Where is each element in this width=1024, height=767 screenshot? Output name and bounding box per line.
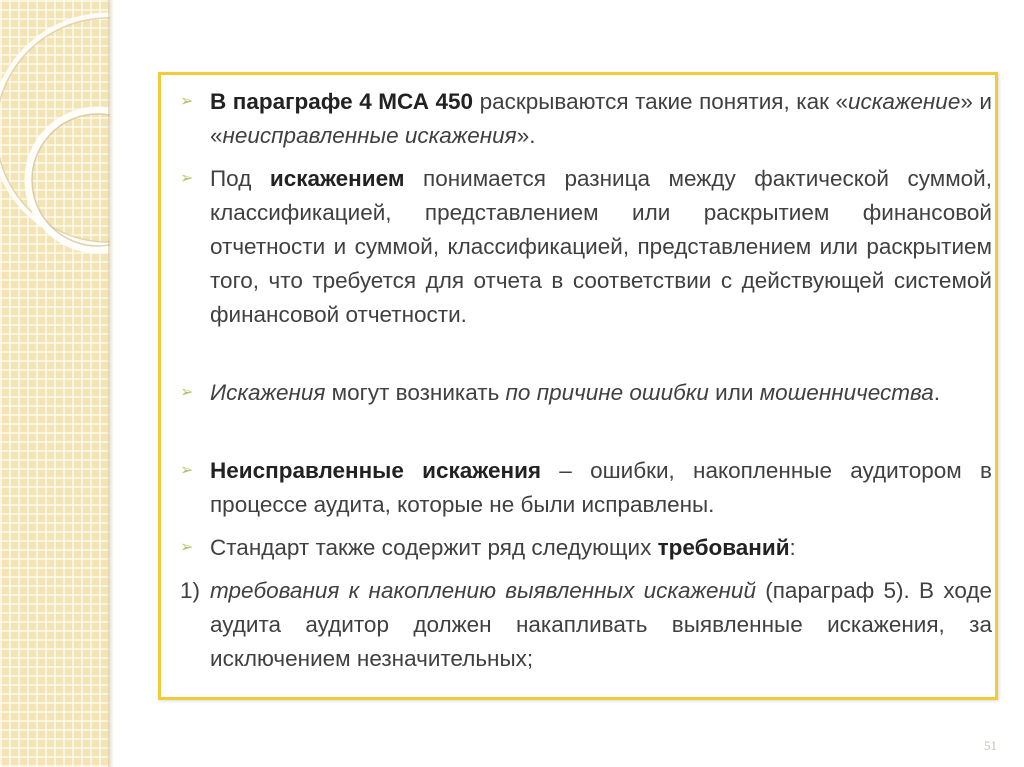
body-text: » и « (210, 89, 992, 148)
italic-term: требования к накоплению выявленных искажений (210, 578, 756, 603)
italic-term: искажение (848, 89, 961, 114)
body-text: могут возникать (325, 380, 506, 405)
body-text: понимается разница между фактической суммой, классификацией, представлением или раскрытием финансовой отчетности и суммой, классификацией, представлением или раскрытием того, что требуется для отчета в соответствии с действующей системой финансовой отчетности. (210, 166, 992, 327)
italic-term: неисправленные искажения (222, 123, 517, 148)
italic-term: мошенничества (759, 380, 934, 405)
body-text: или (708, 380, 760, 405)
side-panel-shadow (108, 0, 114, 767)
body-text: – ошибки, накопленные аудитором в процессе аудита, которые не были исправлены. (210, 458, 993, 517)
decorative-side-panel (0, 0, 110, 767)
arrowhead-bullet-icon: ➢ (180, 384, 194, 401)
paragraph-requirement-1 (210, 574, 992, 676)
paragraph-ifrs-concepts (210, 85, 992, 153)
emphasis-text: требований (657, 535, 790, 560)
body-text: раскрываются такие понятия, как « (473, 89, 849, 114)
arrowhead-bullet-icon: ➢ (180, 93, 194, 110)
italic-term: Искажения (210, 380, 326, 405)
body-text: Стандарт также содержит ряд следующих (210, 535, 658, 560)
decorative-circles (0, 0, 110, 767)
italic-term: по причине ошибки (505, 380, 709, 405)
paragraph-uncorrected-misstatements (210, 454, 992, 522)
paragraph-misstatement-definition (210, 162, 992, 332)
emphasis-text: Неисправленные искажения (210, 458, 542, 483)
body-text: : (789, 535, 796, 560)
body-text: (параграф 5). В ходе аудита аудитор должен накапливать выявленные искажения, за исключением незначительных; (210, 578, 992, 671)
arrowhead-bullet-icon: ➢ (180, 539, 194, 556)
body-text: ». (516, 123, 536, 148)
slide-number: 51 (984, 738, 997, 753)
list-number: 1) (180, 578, 201, 603)
arrowhead-bullet-icon: ➢ (180, 462, 194, 479)
emphasis-text: искажением (269, 166, 405, 191)
paragraph-standard-requirements (210, 531, 992, 565)
arrowhead-bullet-icon: ➢ (180, 170, 194, 187)
paragraph-misstatement-causes (210, 376, 992, 410)
body-text: Под (210, 166, 270, 191)
emphasis-text: В параграфе 4 МСА 450 (210, 89, 474, 114)
body-text: . (933, 380, 941, 405)
